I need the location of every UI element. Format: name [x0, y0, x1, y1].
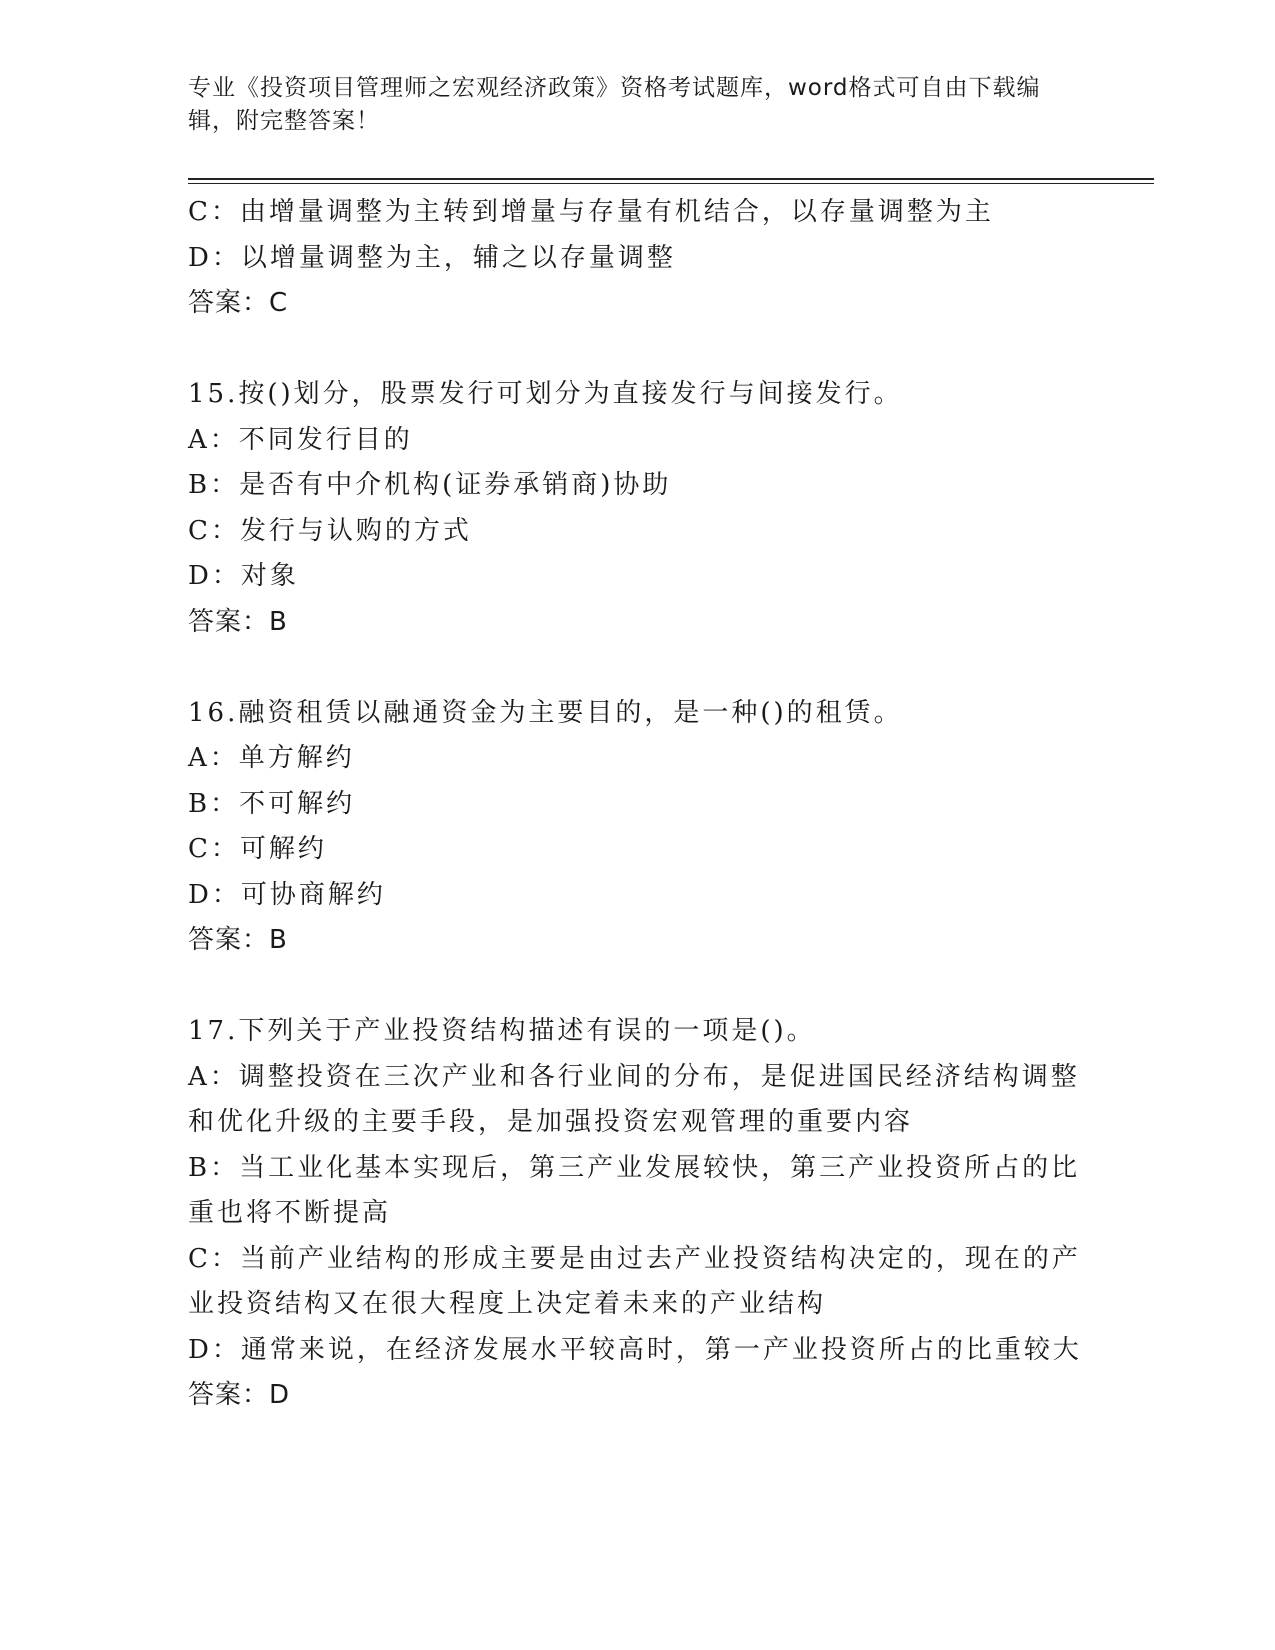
header-divider	[188, 178, 1154, 180]
question-15	[188, 372, 1088, 645]
option-c: C：可解约	[188, 834, 327, 864]
answer: 答案：B	[188, 925, 288, 955]
spacer	[188, 645, 1088, 691]
spacer	[188, 327, 1088, 373]
option-c: C：当前产业结构的形成主要是由过去产业投资结构决定的，现在的产业投资结构又在很大程度上决定着未来的产业结构	[188, 1243, 1081, 1319]
question-stem: 16.融资租赁以融通资金为主要目的，是一种()的租赁。	[188, 697, 903, 728]
option-a: A：单方解约	[188, 743, 355, 773]
answer: 答案：C	[188, 288, 289, 318]
answer: 答案：D	[188, 1380, 291, 1410]
answer: 答案：B	[188, 606, 288, 637]
option-d: D：以增量调整为主，辅之以存量调整	[188, 242, 676, 273]
option-c: C：由增量调整为主转到增量与存量有机结合，以存量调整为主	[188, 197, 994, 227]
question-14-tail	[188, 190, 1088, 327]
option-a: A：不同发行目的	[188, 424, 413, 455]
question-16	[188, 691, 1088, 964]
option-b: B：不可解约	[188, 788, 356, 819]
question-17	[188, 1009, 1088, 1419]
option-d: D：对象	[188, 561, 299, 591]
question-stem: 15.按()划分，股票发行可划分为直接发行与间接发行。	[188, 379, 903, 409]
question-stem: 17.下列关于产业投资结构描述有误的一项是()。	[188, 1016, 816, 1046]
option-a: A：调整投资在三次产业和各行业间的分布，是促进国民经济结构调整和优化升级的主要手段，是加强投资宏观管理的重要内容	[188, 1061, 1080, 1137]
spacer	[188, 964, 1088, 1010]
option-c: C：发行与认购的方式	[188, 515, 472, 546]
option-b: B：当工业化基本实现后，第三产业发展较快，第三产业投资所占的比重也将不断提高	[188, 1152, 1081, 1228]
document-header: 专业《投资项目管理师之宏观经济政策》资格考试题库，word格式可自由下载编辑，附完整答案！	[188, 75, 1041, 134]
header-divider-thin	[188, 183, 1154, 184]
option-d: D：可协商解约	[188, 879, 386, 910]
option-d: D：通常来说，在经济发展水平较高时，第一产业投资所占的比重较大	[188, 1334, 1082, 1365]
option-b: B：是否有中介机构(证券承销商)协助	[188, 470, 672, 500]
question-list	[188, 190, 1088, 1419]
